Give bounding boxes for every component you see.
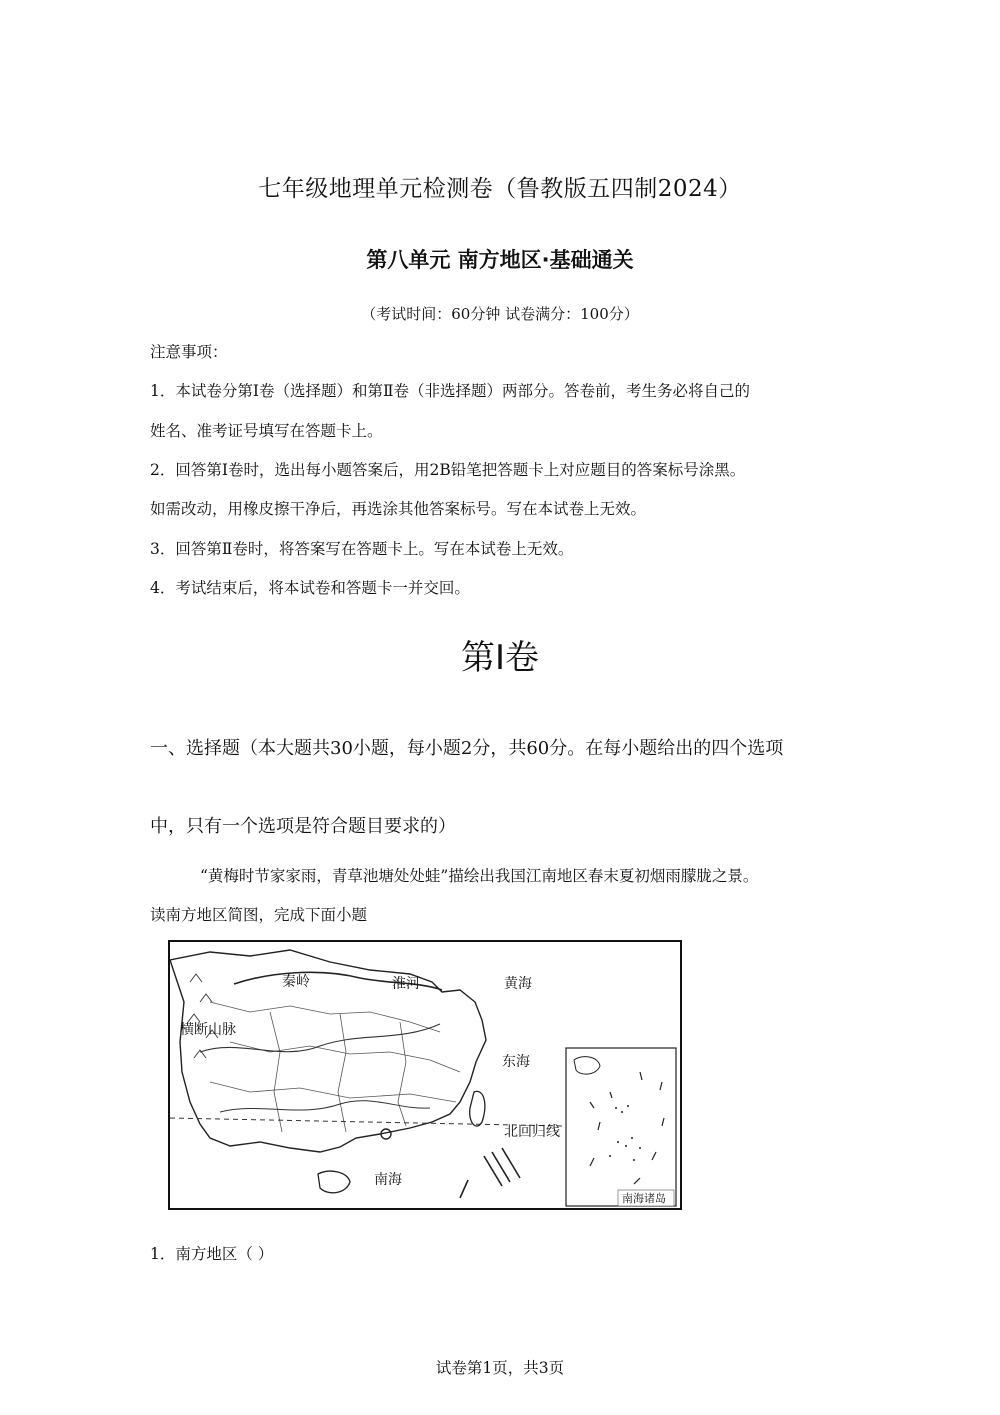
paper-title: 七年级地理单元检测卷（鲁教版五四制2024）: [258, 176, 742, 202]
label-hengduan: 横断山脉: [180, 1022, 236, 1038]
page-footer: 试卷第1页，共3页: [435, 1359, 565, 1377]
exam-info: （考试时间：60分钟 试卷满分：100分）: [361, 305, 639, 323]
label-donghai: 东海: [502, 1054, 530, 1070]
hainan-island: [318, 1171, 350, 1193]
label-nanhai: 南海: [374, 1172, 402, 1188]
intro-line2: 读南方地区简图，完成下面小题: [150, 906, 368, 924]
unit-subtitle: 第八单元 南方地区·基础通关: [366, 248, 634, 272]
notes-line: 3．回答第Ⅱ卷时，将答案写在答题卡上。写在本试卷上无效。: [150, 540, 574, 558]
label-huanghai: 黄海: [504, 976, 532, 992]
coastline: [170, 950, 486, 1152]
map-drawing: [170, 942, 680, 1208]
south-china-map: [168, 940, 682, 1210]
label-huaihe: 淮河: [392, 976, 420, 992]
notes-line: 如需改动，用橡皮擦干净后，再选涂其他答案标号。写在本试卷上无效。: [150, 500, 647, 518]
section-heading-line1: 一、选择题（本大题共30小题，每小题2分，共60分。在每小题给出的四个选项: [150, 738, 784, 759]
notes-line: 1．本试卷分第Ⅰ卷（选择题）和第Ⅱ卷（非选择题）两部分。答卷前，考生务必将自己的: [150, 382, 751, 400]
section-heading-line2: 中，只有一个选项是符合题目要求的）: [150, 816, 456, 837]
intro-line1: “黄梅时节家家雨，青草池塘处处蛙”描绘出我国江南地区春末夏初烟雨朦胧之景。: [200, 867, 759, 885]
label-qinling: 秦岭: [282, 974, 310, 990]
notes-line: 4．考试结束后，将本试卷和答题卡一并交回。: [150, 579, 470, 597]
notes-line: 姓名、准考证号填写在答题卡上。: [150, 422, 383, 440]
notes-line: 2．回答第Ⅰ卷时，选出每小题答案后，用2B铅笔把答题卡上对应题目的答案标号涂黑。: [150, 461, 746, 479]
label-islands: 南海诸岛: [622, 1192, 666, 1205]
taiwan-island: [470, 1091, 485, 1126]
label-tropic: 北回归线: [504, 1124, 560, 1140]
question-1: 1．南方地区（ ）: [150, 1245, 274, 1263]
south-china-sea-inset: [566, 1048, 676, 1206]
volume-title: 第Ⅰ卷: [460, 638, 540, 678]
notes-heading: 注意事项：: [150, 343, 228, 361]
